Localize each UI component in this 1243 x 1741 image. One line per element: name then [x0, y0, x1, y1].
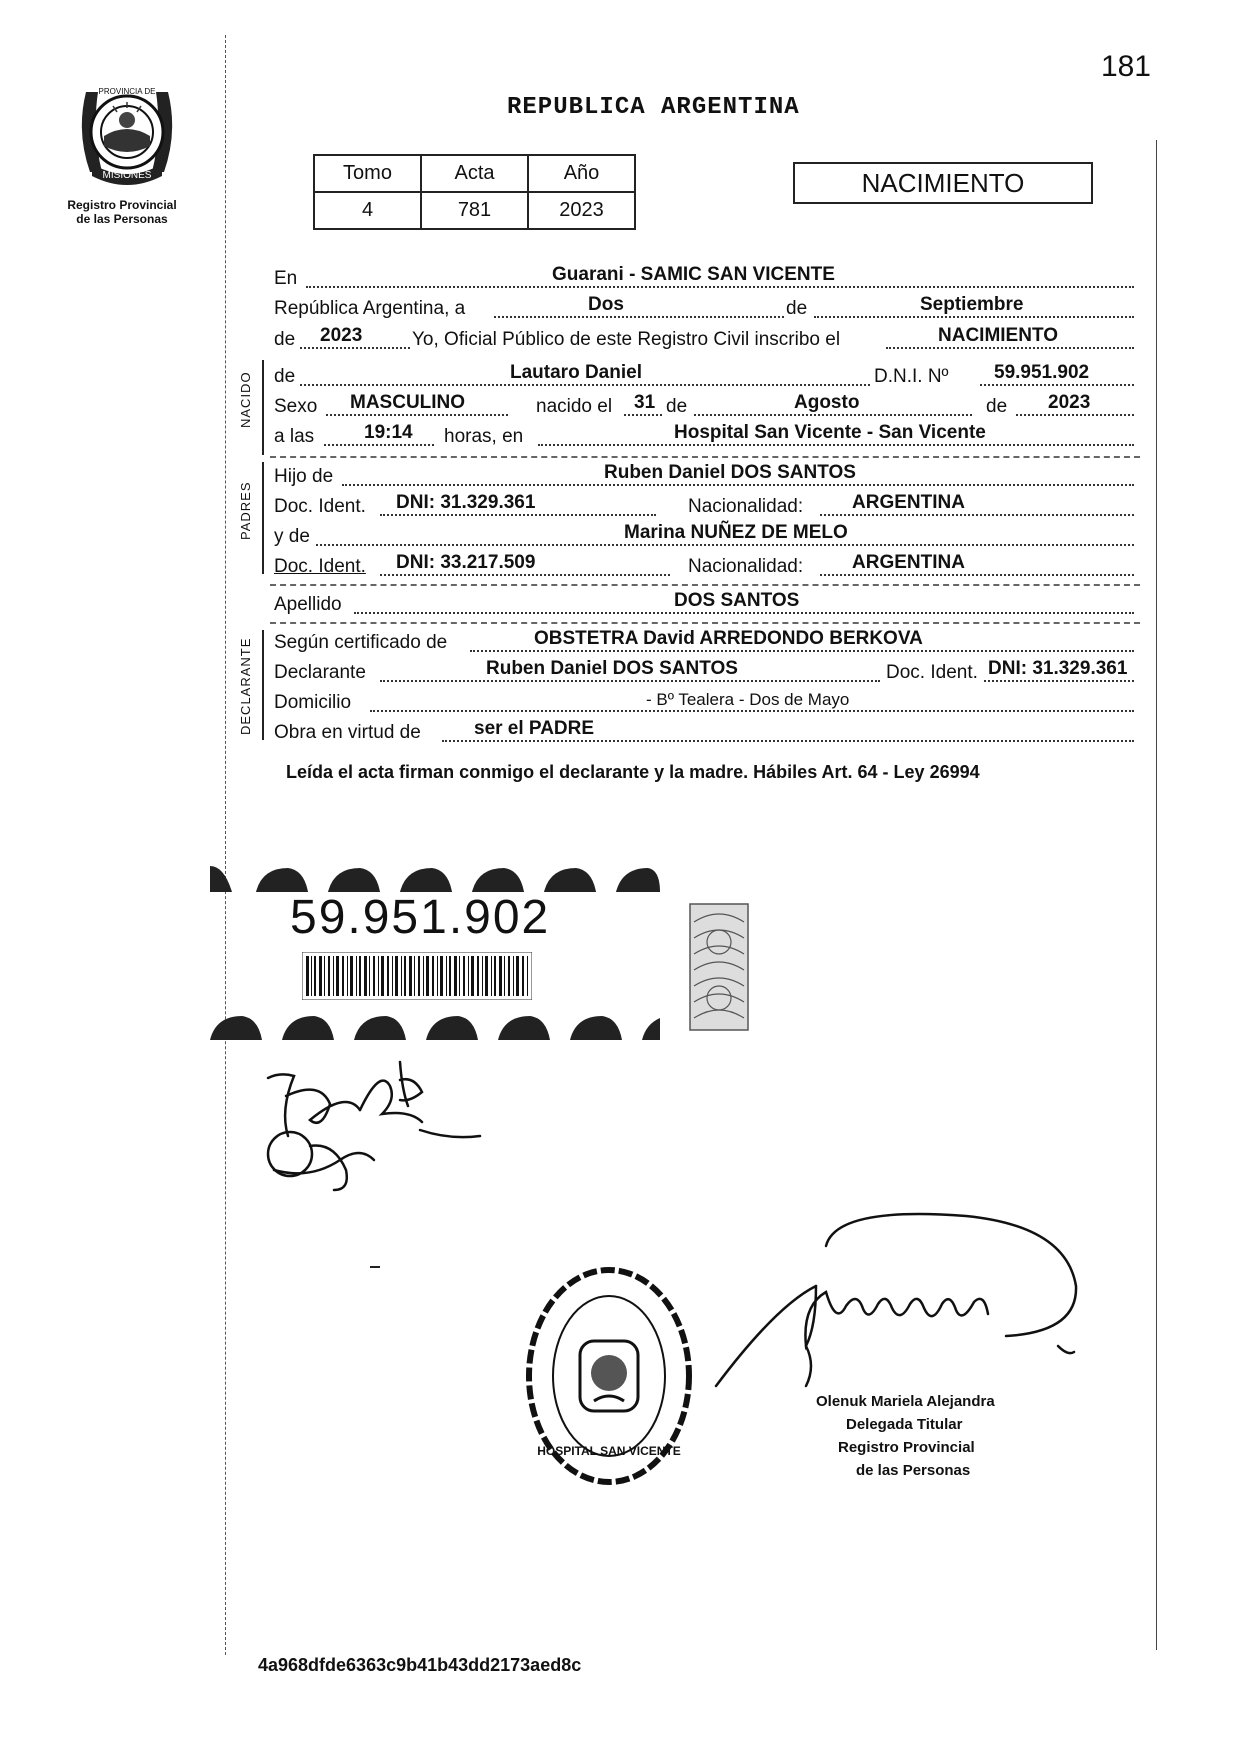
value-birth-place: Hospital San Vicente - San Vicente: [674, 422, 986, 443]
label-domicilio: Domicilio: [274, 692, 352, 713]
dots: [886, 347, 1134, 349]
dots: [300, 384, 870, 386]
official-signature: [706, 1206, 1086, 1406]
label-obra: Obra en virtud de: [274, 722, 421, 743]
declarant-signature: [250, 1050, 490, 1200]
row-declarant: [274, 656, 1140, 688]
value-certificate: OBSTETRA David ARREDONDO BERKOVA: [534, 628, 923, 649]
acta-value-acta: 781: [421, 192, 528, 229]
document-type-box: NACIMIENTO: [793, 162, 1093, 204]
official-block: [816, 1390, 995, 1482]
acta-table: [313, 154, 636, 230]
row-mother-doc: [274, 550, 1140, 582]
separator: [270, 622, 1140, 624]
dots: [538, 444, 1134, 446]
value-sex: MASCULINO: [350, 392, 466, 413]
declarante-bracket: [262, 630, 264, 740]
separator: [270, 456, 1140, 458]
page-number: 181: [1100, 50, 1151, 83]
label-declarante: Declarante: [274, 662, 366, 683]
value-mother-nationality: ARGENTINA: [852, 552, 965, 573]
label-nacido: nacido el: [536, 396, 613, 417]
official-org-line2: de las Personas: [856, 1462, 971, 1479]
label-nac-father: Nacionalidad:: [688, 496, 804, 517]
registry-caption: [52, 198, 192, 226]
registry-caption-line2: de las Personas: [76, 212, 168, 226]
value-father: Ruben Daniel DOS SANTOS: [604, 462, 856, 483]
row-address: [274, 686, 1140, 718]
label-doc-father: Doc. Ident.: [274, 496, 366, 517]
label-nac-mother: Nacionalidad:: [688, 556, 804, 577]
right-margin-line: [1156, 140, 1157, 1650]
dots: [820, 574, 1134, 576]
value-mother-doc: DNI: 33.217.509: [396, 552, 536, 573]
value-dni: 59.951.902: [994, 362, 1090, 383]
value-surname: DOS SANTOS: [674, 590, 800, 611]
value-name: Lautaro Daniel: [510, 362, 642, 383]
label-hijo: Hijo de: [274, 466, 334, 487]
svg-text:PROVINCIA DE: PROVINCIA DE: [98, 87, 156, 96]
label-de-name: de: [274, 366, 296, 387]
dots: [984, 680, 1134, 682]
acta-value-tomo: 4: [314, 192, 421, 229]
value-birth-day: 31: [634, 392, 656, 413]
small-dash-mark: [370, 1266, 380, 1268]
dots: [442, 740, 1134, 742]
row-father-doc: [274, 490, 1140, 522]
label-de-birth-year: de: [986, 396, 1008, 417]
side-label-nacido: NACIDO: [238, 371, 253, 428]
value-address: - Bº Tealera - Dos de Mayo: [646, 690, 850, 709]
row-mother: [274, 520, 1140, 552]
closing-text: Leída el acta firman conmigo el declarante y la madre. Hábiles Art. 64 - Ley 26994: [286, 762, 980, 782]
dni-stamp-number: 59.951.902: [290, 891, 551, 944]
label-apellido: Apellido: [274, 594, 342, 615]
label-dni: D.N.I. Nº: [874, 366, 949, 387]
row-sex: [274, 390, 1140, 422]
official-name: Olenuk Mariela Alejandra: [816, 1393, 995, 1410]
dots: [624, 414, 662, 416]
value-mother: Marina NUÑEZ DE MELO: [624, 522, 848, 543]
country-title: REPUBLICA ARGENTINA: [507, 94, 800, 121]
value-month: Septiembre: [920, 294, 1024, 315]
dots: [1016, 414, 1134, 416]
label-de-month: de: [666, 396, 688, 417]
padres-bracket: [262, 462, 264, 574]
svg-text:HOSPITAL SAN VICENTE: HOSPITAL SAN VICENTE: [537, 1444, 681, 1458]
label-a-las: a las: [274, 426, 315, 447]
side-label-padres: PADRES: [238, 481, 253, 540]
dots: [300, 347, 410, 349]
value-year: 2023: [320, 325, 363, 346]
row-year: [274, 323, 1140, 355]
label-y-de: y de: [274, 526, 310, 547]
hospital-seal: [524, 1265, 694, 1487]
row-certificate: [274, 626, 1140, 658]
separator: [270, 584, 1140, 586]
dots: [380, 680, 880, 682]
dots: [380, 574, 670, 576]
label-en: En: [274, 268, 298, 289]
security-hologram-icon: [688, 902, 750, 1032]
value-birth-month: Agosto: [794, 392, 860, 413]
official-title: Delegada Titular: [846, 1416, 963, 1433]
acta-header-acta: Acta: [421, 155, 528, 192]
dots: [316, 544, 1134, 546]
acta-header-row: [314, 155, 635, 192]
province-logo-icon: [72, 72, 182, 192]
dots: [306, 286, 1134, 288]
value-father-nationality: ARGENTINA: [852, 492, 965, 513]
value-birth-year: 2023: [1048, 392, 1091, 413]
dots: [980, 384, 1134, 386]
official-org-line1: Registro Provincial: [838, 1439, 975, 1456]
acta-header-tomo: Tomo: [314, 155, 421, 192]
label-inscribe: Yo, Oficial Público de este Registro Civil inscribo el: [412, 329, 841, 350]
svg-text:MISIONES: MISIONES: [102, 170, 152, 181]
label-horas: horas, en: [444, 426, 524, 447]
value-declarant: Ruben Daniel DOS SANTOS: [486, 658, 738, 679]
label-certificado: Según certificado de: [274, 632, 448, 653]
dots: [694, 414, 972, 416]
value-day-words: Dos: [588, 294, 624, 315]
left-margin-line: [225, 35, 226, 1655]
barcode-icon: [302, 952, 532, 1000]
row-name: [274, 360, 1140, 392]
row-time: [274, 420, 1140, 452]
row-capacity: [274, 716, 1140, 748]
row-surname: [274, 588, 1140, 620]
dni-stamp-bottom-band: [210, 1010, 660, 1040]
nacido-bracket: [262, 360, 264, 455]
dots: [494, 316, 784, 318]
dots: [380, 514, 656, 516]
dots: [814, 316, 1134, 318]
label-doc-mother: Doc. Ident.: [274, 556, 366, 577]
dots: [370, 710, 1134, 712]
dots: [342, 484, 1134, 486]
row-place: [274, 262, 1140, 294]
label-de-year: de: [274, 329, 296, 350]
acta-header-anio: Año: [528, 155, 635, 192]
dots: [354, 612, 1134, 614]
value-declarant-doc: DNI: 31.329.361: [988, 658, 1128, 679]
label-sexo: Sexo: [274, 396, 318, 417]
dots: [470, 650, 1134, 652]
label-doc-declarant: Doc. Ident.: [886, 662, 978, 683]
dots: [326, 414, 508, 416]
value-father-doc: DNI: 31.329.361: [396, 492, 536, 513]
label-de: de: [786, 298, 808, 319]
row-father: [274, 460, 1140, 492]
dots: [324, 444, 434, 446]
value-birth-time: 19:14: [364, 422, 413, 443]
document-hash: 4a968dfde6363c9b41b43dd2173aed8c: [258, 1655, 582, 1675]
label-republica: República Argentina, a: [274, 298, 466, 319]
row-date: [274, 292, 1140, 324]
registry-caption-line1: Registro Provincial: [67, 198, 177, 212]
acta-value-anio: 2023: [528, 192, 635, 229]
value-event: NACIMIENTO: [938, 325, 1058, 346]
acta-value-row: [314, 192, 635, 229]
side-label-declarante: DECLARANTE: [238, 637, 253, 735]
dni-stamp-top-band: [210, 862, 660, 892]
value-capacity: ser el PADRE: [474, 718, 595, 739]
dots: [820, 514, 1134, 516]
value-place: Guarani - SAMIC SAN VICENTE: [552, 264, 835, 285]
